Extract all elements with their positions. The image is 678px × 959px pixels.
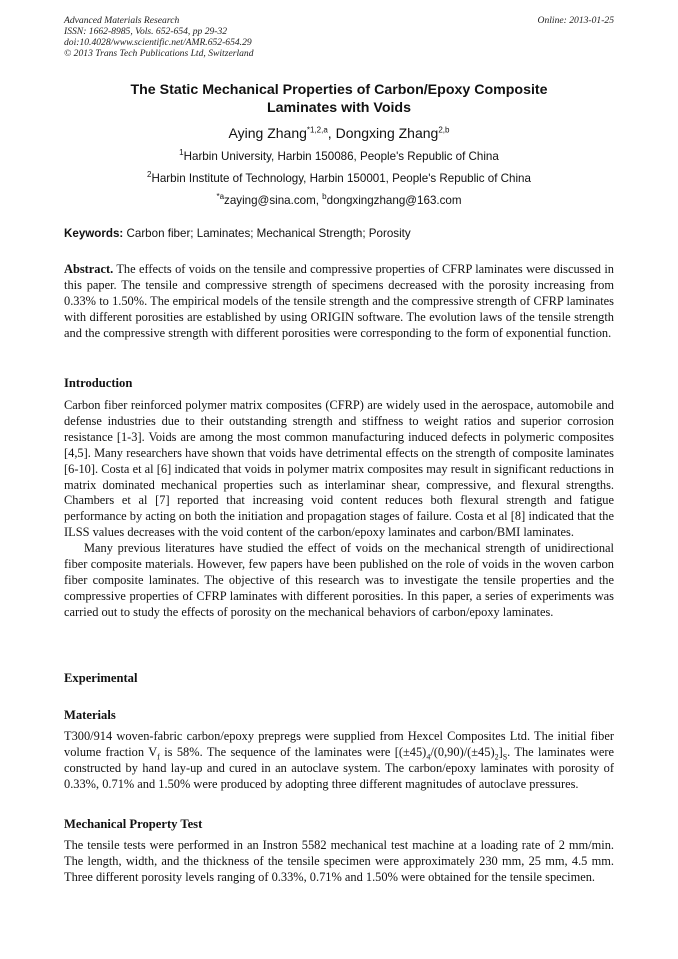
affiliation-1 xyxy=(64,150,614,164)
introduction-body xyxy=(64,398,614,621)
mechanical-test-paragraph: The tensile tests were performed in an Instron 5582 mechanical test machine at a loading rate of 2 mm/min. The length, width, and the thickness of the tensile specimen were approximately 230 mm, 25 mm, 4.5 mm. Three different porosity levels ranging of 0.33%, 0.71% and 1.50% were obtained for the tensile specimen. xyxy=(64,838,614,884)
materials-text-3: /(0,90)/(±45) xyxy=(430,744,495,759)
affiliation-1-text: Harbin University, Harbin 150086, People's Republic of China xyxy=(183,150,499,163)
materials-paragraph xyxy=(64,729,614,793)
affiliation-2-mark: 2 xyxy=(147,170,152,180)
affiliation-2 xyxy=(64,172,614,186)
introduction-paragraph-2: Many previous literatures have studied the effect of voids on the mechanical strength of unidirectional fiber composite materials. However, few papers have been published on the role of voids in the woven carbon fiber composite laminates. The objective of this research was to investigate the tensile properties and the compressive properties of CFRP laminates with different porosities. In this paper, a series of experiments was carried out to study the effects of porosity on the mechanical behaviors of carbon/epoxy laminates. xyxy=(64,541,614,619)
email-1-mark: *a xyxy=(216,192,225,202)
journal-name: Advanced Materials Research xyxy=(64,15,180,26)
author-separator: , xyxy=(327,125,336,141)
introduction-heading: Introduction xyxy=(64,376,133,390)
title-line-1: The Static Mechanical Properties of Carbon/Epoxy Composite xyxy=(130,82,548,98)
experimental-heading: Experimental xyxy=(64,671,138,685)
materials-text-1: T300/914 woven-fabric carbon/epoxy prepregs were supplied from Hexcel Composites Ltd. The initial fiber volume fraction V xyxy=(64,729,614,759)
doi-line: doi:10.4028/www.scientific.net/AMR.652-654.29 xyxy=(64,37,252,48)
abstract-label: Abstract. xyxy=(64,262,114,276)
email-1[interactable]: zaying@sina.com, xyxy=(224,194,323,207)
issn-line: ISSN: 1662-8985, Vols. 652-654, pp 29-32 xyxy=(64,26,228,37)
author-1: Aying Zhang xyxy=(228,125,307,141)
introduction-paragraph-1: Carbon fiber reinforced polymer matrix composites (CFRP) are widely used in the aerospace, automobile and defense industries due to their outstanding strength and stiffness to weight ratios and superior corrosion resistance [1-3]. Voids are among the most common manufacturing induced defects in polymeric composites [4,5]. Many researchers have shown that voids have detrimental effects on the strength of composite laminates [6-10]. Costa et al [6] indicated that voids in polymer matrix composites may result in significant reductions in matrix dominated mechanical properties such as interlaminar shear, compressive, and flexural strengths. Chambers et al [7] reported that increasing void content reduces both flexural strength and fatigue performance by acting on both the initiation and propagation stages of failure. Costa et al [8] indicated that the ILSS values decreases with the void content of the carbon/epoxy laminates and carbon/BMI laminates. xyxy=(64,398,614,540)
keywords-label: Keywords: xyxy=(64,227,124,240)
materials-body xyxy=(64,729,614,793)
abstract xyxy=(64,262,614,342)
layup-subscript-s: S xyxy=(502,752,508,762)
materials-text-5: . The laminates were constructed by hand lay-up and cured in an autoclave system. The carbon/epoxy laminates with porosity of 0.33%, 0.71% and 1.50% were produced by adopting three different magnitudes of autoclave pressures. xyxy=(64,744,614,791)
fiber-fraction-subscript: f xyxy=(157,752,160,762)
keywords xyxy=(64,227,614,241)
affiliation-2-text: Harbin Institute of Technology, Harbin 150001, People's Republic of China xyxy=(151,172,531,185)
title-line-2: Laminates with Voids xyxy=(266,100,411,116)
email-2[interactable]: dongxingzhang@163.com xyxy=(326,194,462,207)
paper-title xyxy=(64,81,614,117)
keywords-text: Carbon fiber; Laminates; Mechanical Strength; Porosity xyxy=(123,227,411,240)
author-emails xyxy=(64,194,614,208)
layup-subscript-4: 4 xyxy=(426,752,431,762)
author-2: Dongxing Zhang xyxy=(335,125,439,141)
email-2-mark: b xyxy=(322,192,327,202)
mechanical-test-heading: Mechanical Property Test xyxy=(64,817,203,831)
affiliation-1-mark: 1 xyxy=(179,148,184,158)
online-date: Online: 2013-01-25 xyxy=(537,15,614,26)
journal-header xyxy=(64,15,614,59)
author-list xyxy=(64,124,614,142)
copyright-line: © 2013 Trans Tech Publications Ltd, Switzerland xyxy=(64,48,254,59)
materials-heading: Materials xyxy=(64,708,116,722)
materials-text-4: ] xyxy=(498,744,503,759)
author-2-affil-mark: 2,b xyxy=(438,125,450,135)
abstract-text: The effects of voids on the tensile and compressive properties of CFRP laminates were discussed in this paper. The tensile and compressive strength of specimens decreased with the porosity increasing from 0.33% to 1.50%. The empirical models of the tensile strength and the compressive strength of CFRP laminates with different porosities are established by using ORIGIN software. The evolution laws of the tensile strength and the compressive strength with different porosities were corresponding to the form of exponential function. xyxy=(64,262,614,340)
layup-subscript-2: 2 xyxy=(494,752,499,762)
materials-text-2: is 58%. The sequence of the laminates were [(±45) xyxy=(159,744,427,759)
mechanical-test-body xyxy=(64,838,614,886)
author-1-affil-mark: *1,2,a xyxy=(306,125,328,135)
